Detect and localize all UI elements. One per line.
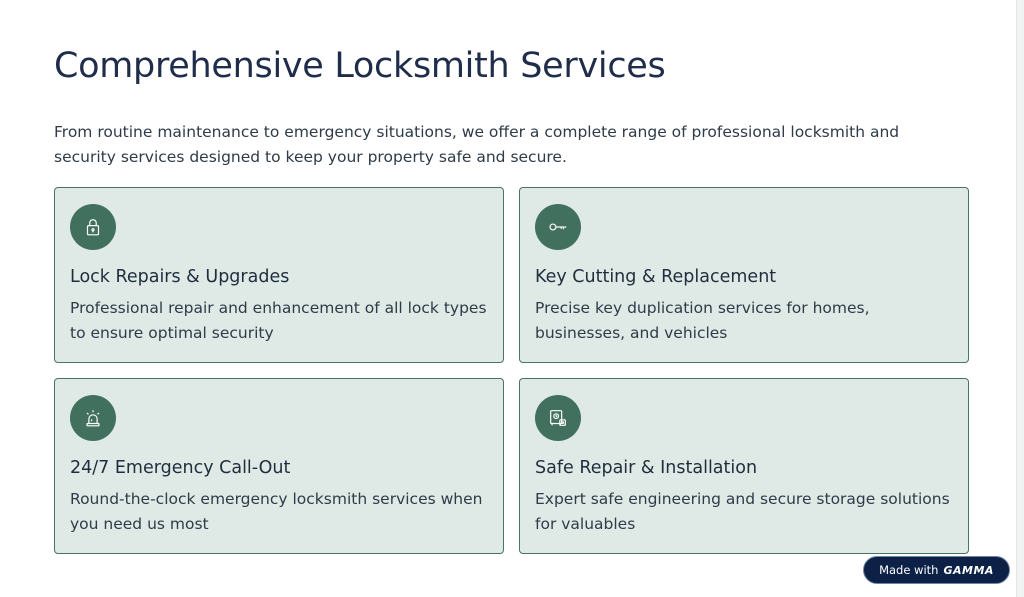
made-with-gamma-badge[interactable]: [863, 556, 1010, 584]
page-title: Comprehensive Locksmith Services: [54, 46, 666, 86]
card-title: Lock Repairs & Upgrades: [70, 267, 290, 287]
gamma-logo: GAMMA: [943, 563, 994, 577]
service-card-emergency: [54, 378, 504, 554]
safe-icon: [535, 395, 581, 441]
card-title: Safe Repair & Installation: [535, 458, 758, 478]
card-description: Expert safe engineering and secure storage solutions for valuables: [535, 490, 950, 533]
key-icon: [535, 204, 581, 250]
card-title: Key Cutting & Replacement: [535, 267, 777, 287]
card-description: Professional repair and enhancement of all lock types to ensure optimal security: [70, 299, 487, 342]
service-card-lock-repairs: [54, 187, 504, 363]
service-card-key-cutting: [519, 187, 969, 363]
card-description: Round-the-clock emergency locksmith services when you need us most: [70, 490, 483, 533]
lock-icon: [70, 204, 116, 250]
scrollbar-track: [1016, 0, 1024, 597]
intro-paragraph: From routine maintenance to emergency situations, we offer a complete range of professional locksmith and security services designed to keep your property safe and secure.: [54, 123, 900, 166]
badge-prefix: Made with: [879, 563, 939, 577]
card-description: Precise key duplication services for homes, businesses, and vehicles: [535, 299, 870, 342]
siren-icon: [70, 395, 116, 441]
card-title: 24/7 Emergency Call-Out: [70, 458, 291, 478]
service-card-safe: [519, 378, 969, 554]
